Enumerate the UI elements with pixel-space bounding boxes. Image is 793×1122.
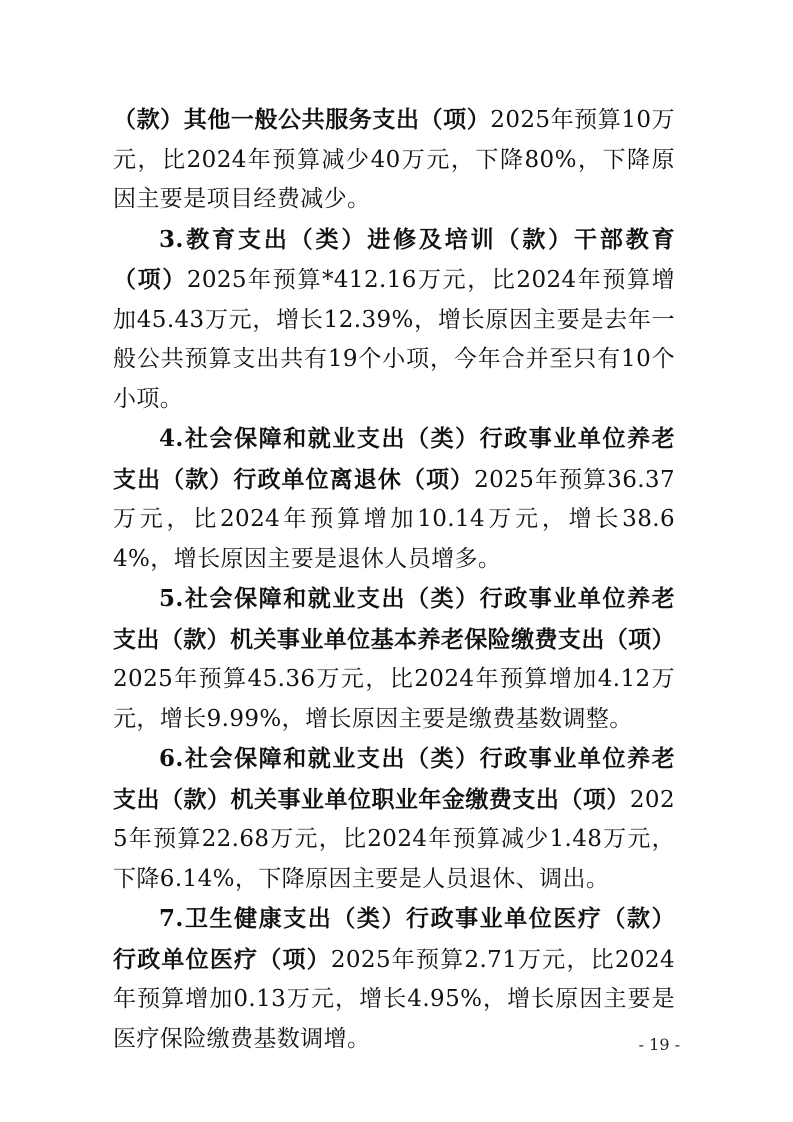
- paragraph-3-lead: 4.社会保障和就业支出（类）行政事业单位养老支出（款）行政单位离退休（项）: [113, 425, 675, 493]
- paragraph-4-lead: 5.社会保障和就业支出（类）行政事业单位养老支出（款）机关事业单位基本养老保险缴费支出（项）: [113, 585, 675, 653]
- paragraph-6-lead: 7.卫生健康支出（类）行政事业单位医疗（款）行政单位医疗（项）: [113, 905, 675, 973]
- paragraph-5-lead: 6.社会保障和就业支出（类）行政事业单位养老支出（款）机关事业单位职业年金缴费支出（项）: [113, 745, 675, 813]
- page-number: - 19 -: [638, 1035, 680, 1054]
- paragraph-1-body: 2025年预算10万元，比2024年预算减少40万元，下降80%，下降原因主要是项目经费减少。: [113, 107, 675, 212]
- paragraph-4: [113, 579, 675, 739]
- paragraph-5-body: 2025年预算22.68万元，比2024年预算减少1.48万元，下降6.14%，下降原因主要是人员退休、调出。: [113, 786, 675, 892]
- paragraph-2: [113, 220, 675, 420]
- paragraph-2-body: 2025年预算*412.16万元，比2024年预算增加45.43万元，增长12.39%，增长原因主要是去年一般公共预算支出共有19个小项，今年合并至只有10个小项。: [113, 267, 675, 412]
- document-body: [113, 100, 675, 1059]
- paragraph-1-lead: （款）其他一般公共服务支出（项）: [113, 106, 491, 133]
- paragraph-1: [113, 100, 675, 220]
- paragraph-2-lead: 3.教育支出（类）进修及培训（款）干部教育（项）: [113, 225, 675, 293]
- paragraph-6-body: 2025年预算2.71万元，比2024年预算增加0.13万元，增长4.95%，增长原因主要是医疗保险缴费基数调增。: [113, 946, 675, 1052]
- paragraph-3: [113, 419, 675, 579]
- paragraph-4-body: 2025年预算45.36万元，比2024年预算增加4.12万元，增长9.99%，增长原因主要是缴费基数调整。: [113, 666, 675, 732]
- paragraph-6: [113, 899, 675, 1059]
- paragraph-5: [113, 739, 675, 899]
- paragraph-3-body: 2025年预算36.37万元，比2024年预算增加10.14万元，增长38.64%，增长原因主要是退休人员增多。: [113, 466, 675, 572]
